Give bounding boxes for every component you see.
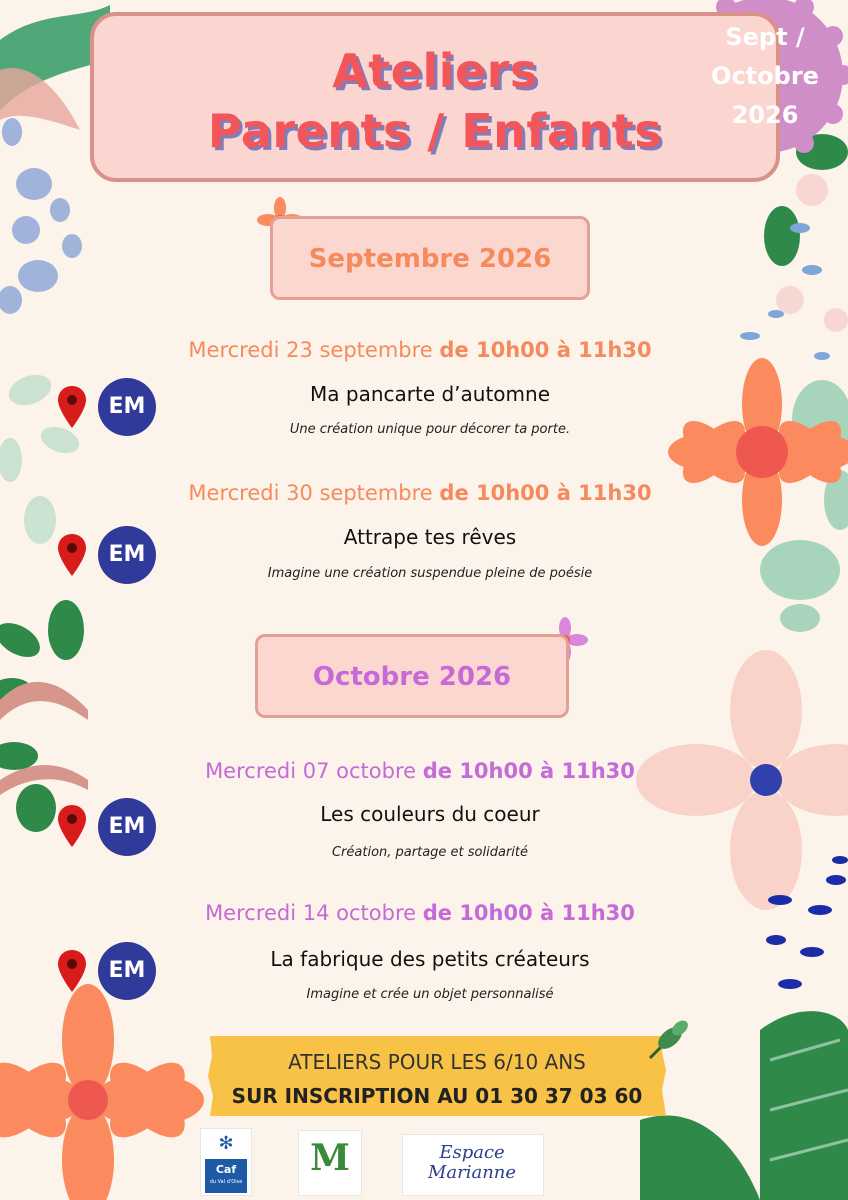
date-badge-line2: Octobre xyxy=(711,62,819,90)
event-time: de 10h00 à 11h30 xyxy=(422,901,635,925)
event-title: Attrape tes rêves xyxy=(343,525,517,549)
location-badge: EM xyxy=(98,942,156,1000)
location-badge: EM xyxy=(98,798,156,856)
pushpin-icon xyxy=(640,1012,696,1064)
magny-logo-mark: M xyxy=(310,1137,350,1179)
page-title-line2: Parents / Enfants xyxy=(207,104,663,158)
age-info: ATELIERS POUR LES 6/10 ANS xyxy=(288,1050,586,1074)
event-title: La fabrique des petits créateurs xyxy=(270,947,590,971)
espace-marianne-text xyxy=(402,1143,542,1183)
espace-line1: Espace xyxy=(439,1142,505,1163)
event-date: Mercredi 30 septembre xyxy=(188,481,433,505)
location-badge: EM xyxy=(98,526,156,584)
date-badge-line3: 2026 xyxy=(731,101,799,129)
map-pin-icon xyxy=(58,805,86,847)
event-date-line xyxy=(110,481,730,505)
event-date: Mercredi 07 octobre xyxy=(205,759,417,783)
date-badge-line1: Sept / xyxy=(725,23,805,51)
event-date: Mercredi 23 septembre xyxy=(188,338,433,362)
event-date: Mercredi 14 octobre xyxy=(205,901,417,925)
event-time: de 10h00 à 11h30 xyxy=(422,759,635,783)
event-title: Ma pancarte d’automne xyxy=(310,382,550,406)
caf-label: Caf xyxy=(215,1163,237,1176)
event-description: Création, partage et solidarité xyxy=(331,845,528,860)
registration-phone: SUR INSCRIPTION AU 01 30 37 03 60 xyxy=(231,1084,643,1108)
map-pin-icon xyxy=(58,534,86,576)
month-heading-september: Septembre 2026 xyxy=(270,216,590,300)
page-title-line1: Ateliers xyxy=(332,44,538,98)
caf-emblem-icon: ✻ xyxy=(218,1133,234,1154)
event-description: Une création unique pour décorer ta porte. xyxy=(289,422,571,437)
event-title: Les couleurs du coeur xyxy=(320,802,540,826)
magny-logo xyxy=(298,1130,362,1196)
map-pin-icon xyxy=(58,386,86,428)
caf-logo xyxy=(200,1128,252,1196)
map-pin-icon xyxy=(58,950,86,992)
espace-line2: Marianne xyxy=(427,1162,517,1183)
event-date-line xyxy=(110,338,730,362)
event-description: Imagine une création suspendue pleine de poésie xyxy=(267,566,593,581)
event-time: de 10h00 à 11h30 xyxy=(439,338,652,362)
event-date-line xyxy=(110,901,730,925)
caf-sub-label: du Val d'Oise xyxy=(209,1179,243,1185)
location-badge: EM xyxy=(98,378,156,436)
date-badge xyxy=(690,18,840,135)
event-time: de 10h00 à 11h30 xyxy=(439,481,652,505)
event-description: Imagine et crée un objet personnalisé xyxy=(306,987,554,1002)
title-box xyxy=(90,12,780,182)
month-heading-october: Octobre 2026 xyxy=(255,634,569,718)
event-date-line xyxy=(110,759,730,783)
